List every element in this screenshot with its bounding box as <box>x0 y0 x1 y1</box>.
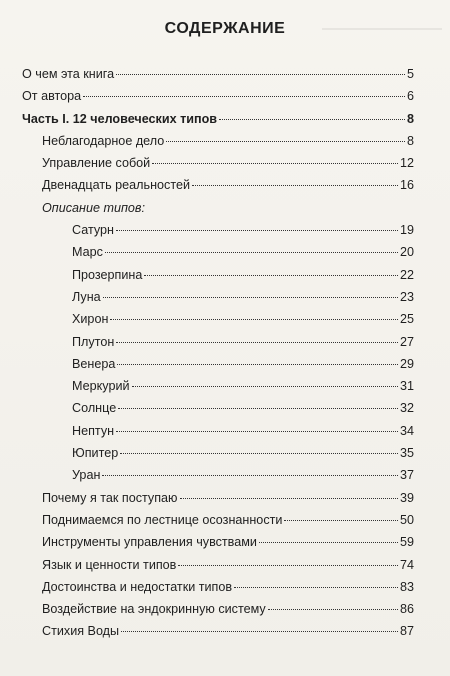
toc-entry-page: 8 <box>406 111 414 126</box>
toc-entry-label: Часть I. 12 человеческих типов <box>22 111 218 126</box>
toc-entry-label: Сатурн <box>72 223 114 238</box>
dot-leader <box>118 407 398 409</box>
toc-entry-page: 50 <box>399 512 414 527</box>
page-title: СОДЕРЖАНИЕ <box>164 20 286 37</box>
toc-type-entry[interactable] <box>22 464 414 486</box>
dot-leader <box>103 296 398 298</box>
toc-type-entry[interactable] <box>22 353 414 375</box>
dot-leader <box>102 474 398 476</box>
dot-leader <box>178 564 398 566</box>
toc-entry-page: 16 <box>399 178 414 193</box>
toc-subheading: Описание типов: <box>42 200 145 215</box>
toc-type-entry[interactable] <box>22 375 414 397</box>
toc-entry[interactable] <box>22 509 414 531</box>
dot-leader <box>132 385 398 387</box>
toc-entry-label: Прозерпина <box>72 267 143 282</box>
dot-leader <box>166 140 405 142</box>
dot-leader <box>192 184 398 186</box>
toc-entry-label: Плутон <box>72 334 115 349</box>
dot-leader <box>116 229 398 231</box>
dot-leader <box>121 630 398 632</box>
toc-entry-label: Воздействие на эндокринную систему <box>42 602 266 617</box>
dot-leader <box>180 497 398 499</box>
toc-entry[interactable] <box>22 174 414 196</box>
toc-entry-page: 6 <box>406 89 414 104</box>
toc-type-entry[interactable] <box>22 442 414 464</box>
toc-entry-label: Неблагодарное дело <box>42 133 165 148</box>
toc-entry[interactable] <box>22 487 414 509</box>
toc-entry-label: О чем эта книга <box>22 67 115 81</box>
toc-entry-label: Инструменты управления чувствами <box>42 535 257 550</box>
toc-entry-label: Меркурий <box>72 379 130 394</box>
dot-leader <box>117 363 398 365</box>
toc-entry-label: Поднимаемся по лестнице осознанности <box>42 512 283 527</box>
toc-entry-label: Язык и ценности типов <box>42 557 177 572</box>
toc-entry-page: 19 <box>399 223 414 238</box>
dot-leader <box>284 519 398 521</box>
toc-entry-label: Юпитер <box>72 446 119 461</box>
toc-entry-label: Нептун <box>72 423 115 438</box>
toc-entry[interactable] <box>22 130 414 152</box>
toc-entry[interactable] <box>22 598 414 620</box>
toc-entry-page: 83 <box>399 579 414 594</box>
toc-entry-page: 25 <box>399 312 414 327</box>
toc-type-entry[interactable] <box>22 286 414 308</box>
toc-part-heading[interactable] <box>22 108 414 130</box>
dot-leader <box>144 274 398 276</box>
toc-entry-page: 29 <box>399 356 414 371</box>
toc-entry[interactable] <box>22 63 414 85</box>
toc-entry-page: 37 <box>399 468 414 483</box>
toc-entry-label: Стихия Воды <box>42 624 120 639</box>
toc-entry-label: Солнце <box>72 401 117 416</box>
toc-type-entry[interactable] <box>22 308 414 330</box>
toc-entry-page: 8 <box>406 133 414 148</box>
toc-entry-page: 34 <box>399 423 414 438</box>
toc-entry-page: 22 <box>399 267 414 282</box>
toc-entry-label: Венера <box>72 356 116 371</box>
toc-type-entry[interactable] <box>22 420 414 442</box>
toc-entry-page: 27 <box>399 334 414 349</box>
toc-entry[interactable] <box>22 531 414 553</box>
toc-entry-page: 87 <box>399 624 414 639</box>
toc-entry[interactable] <box>22 576 414 598</box>
dot-leader <box>234 586 398 588</box>
dot-leader <box>259 541 398 543</box>
toc-entry-page: 35 <box>399 446 414 461</box>
toc-entry[interactable] <box>22 152 414 174</box>
toc-entry-label: Уран <box>72 468 101 483</box>
dot-leader <box>110 318 398 320</box>
toc-entry-label: Луна <box>72 289 101 304</box>
dot-leader <box>116 430 398 432</box>
toc-entry-page: 74 <box>399 557 414 572</box>
toc-type-entry[interactable] <box>22 264 414 286</box>
dot-leader <box>268 608 398 610</box>
toc-type-entry[interactable] <box>22 241 414 263</box>
toc-entry[interactable] <box>22 85 414 107</box>
toc-entry-label: Достоинства и недостатки типов <box>42 579 233 594</box>
table-of-contents <box>22 63 414 643</box>
toc-entry-label: Управление собой <box>42 156 151 171</box>
toc-entry-page: 31 <box>399 379 414 394</box>
dot-leader <box>116 341 398 343</box>
toc-entry-page: 20 <box>399 245 414 260</box>
dot-leader <box>219 118 405 120</box>
toc-entry-page: 39 <box>399 490 414 505</box>
toc-entry-label: Марс <box>72 245 103 260</box>
toc-type-entry[interactable] <box>22 331 414 353</box>
toc-entry-page: 12 <box>399 156 414 171</box>
dot-leader <box>120 452 398 454</box>
dot-leader <box>105 251 398 253</box>
toc-entry-page: 23 <box>399 289 414 304</box>
toc-type-entry[interactable] <box>22 219 414 241</box>
dot-leader <box>152 162 398 164</box>
toc-type-entry[interactable] <box>22 397 414 419</box>
toc-entry-label: От автора <box>22 89 82 104</box>
toc-entry-label: Двенадцать реальностей <box>42 178 191 193</box>
toc-entry[interactable] <box>22 554 414 576</box>
dot-leader <box>116 73 405 75</box>
toc-entry-label: Почему я так поступаю <box>42 490 178 505</box>
toc-entry[interactable] <box>22 620 414 642</box>
toc-entry-page: 32 <box>399 401 414 416</box>
toc-entry-label: Хирон <box>72 312 109 327</box>
toc-entry-page: 5 <box>406 67 414 81</box>
toc-entry-page: 59 <box>399 535 414 550</box>
toc-entry-page: 86 <box>399 602 414 617</box>
dot-leader <box>83 95 405 97</box>
